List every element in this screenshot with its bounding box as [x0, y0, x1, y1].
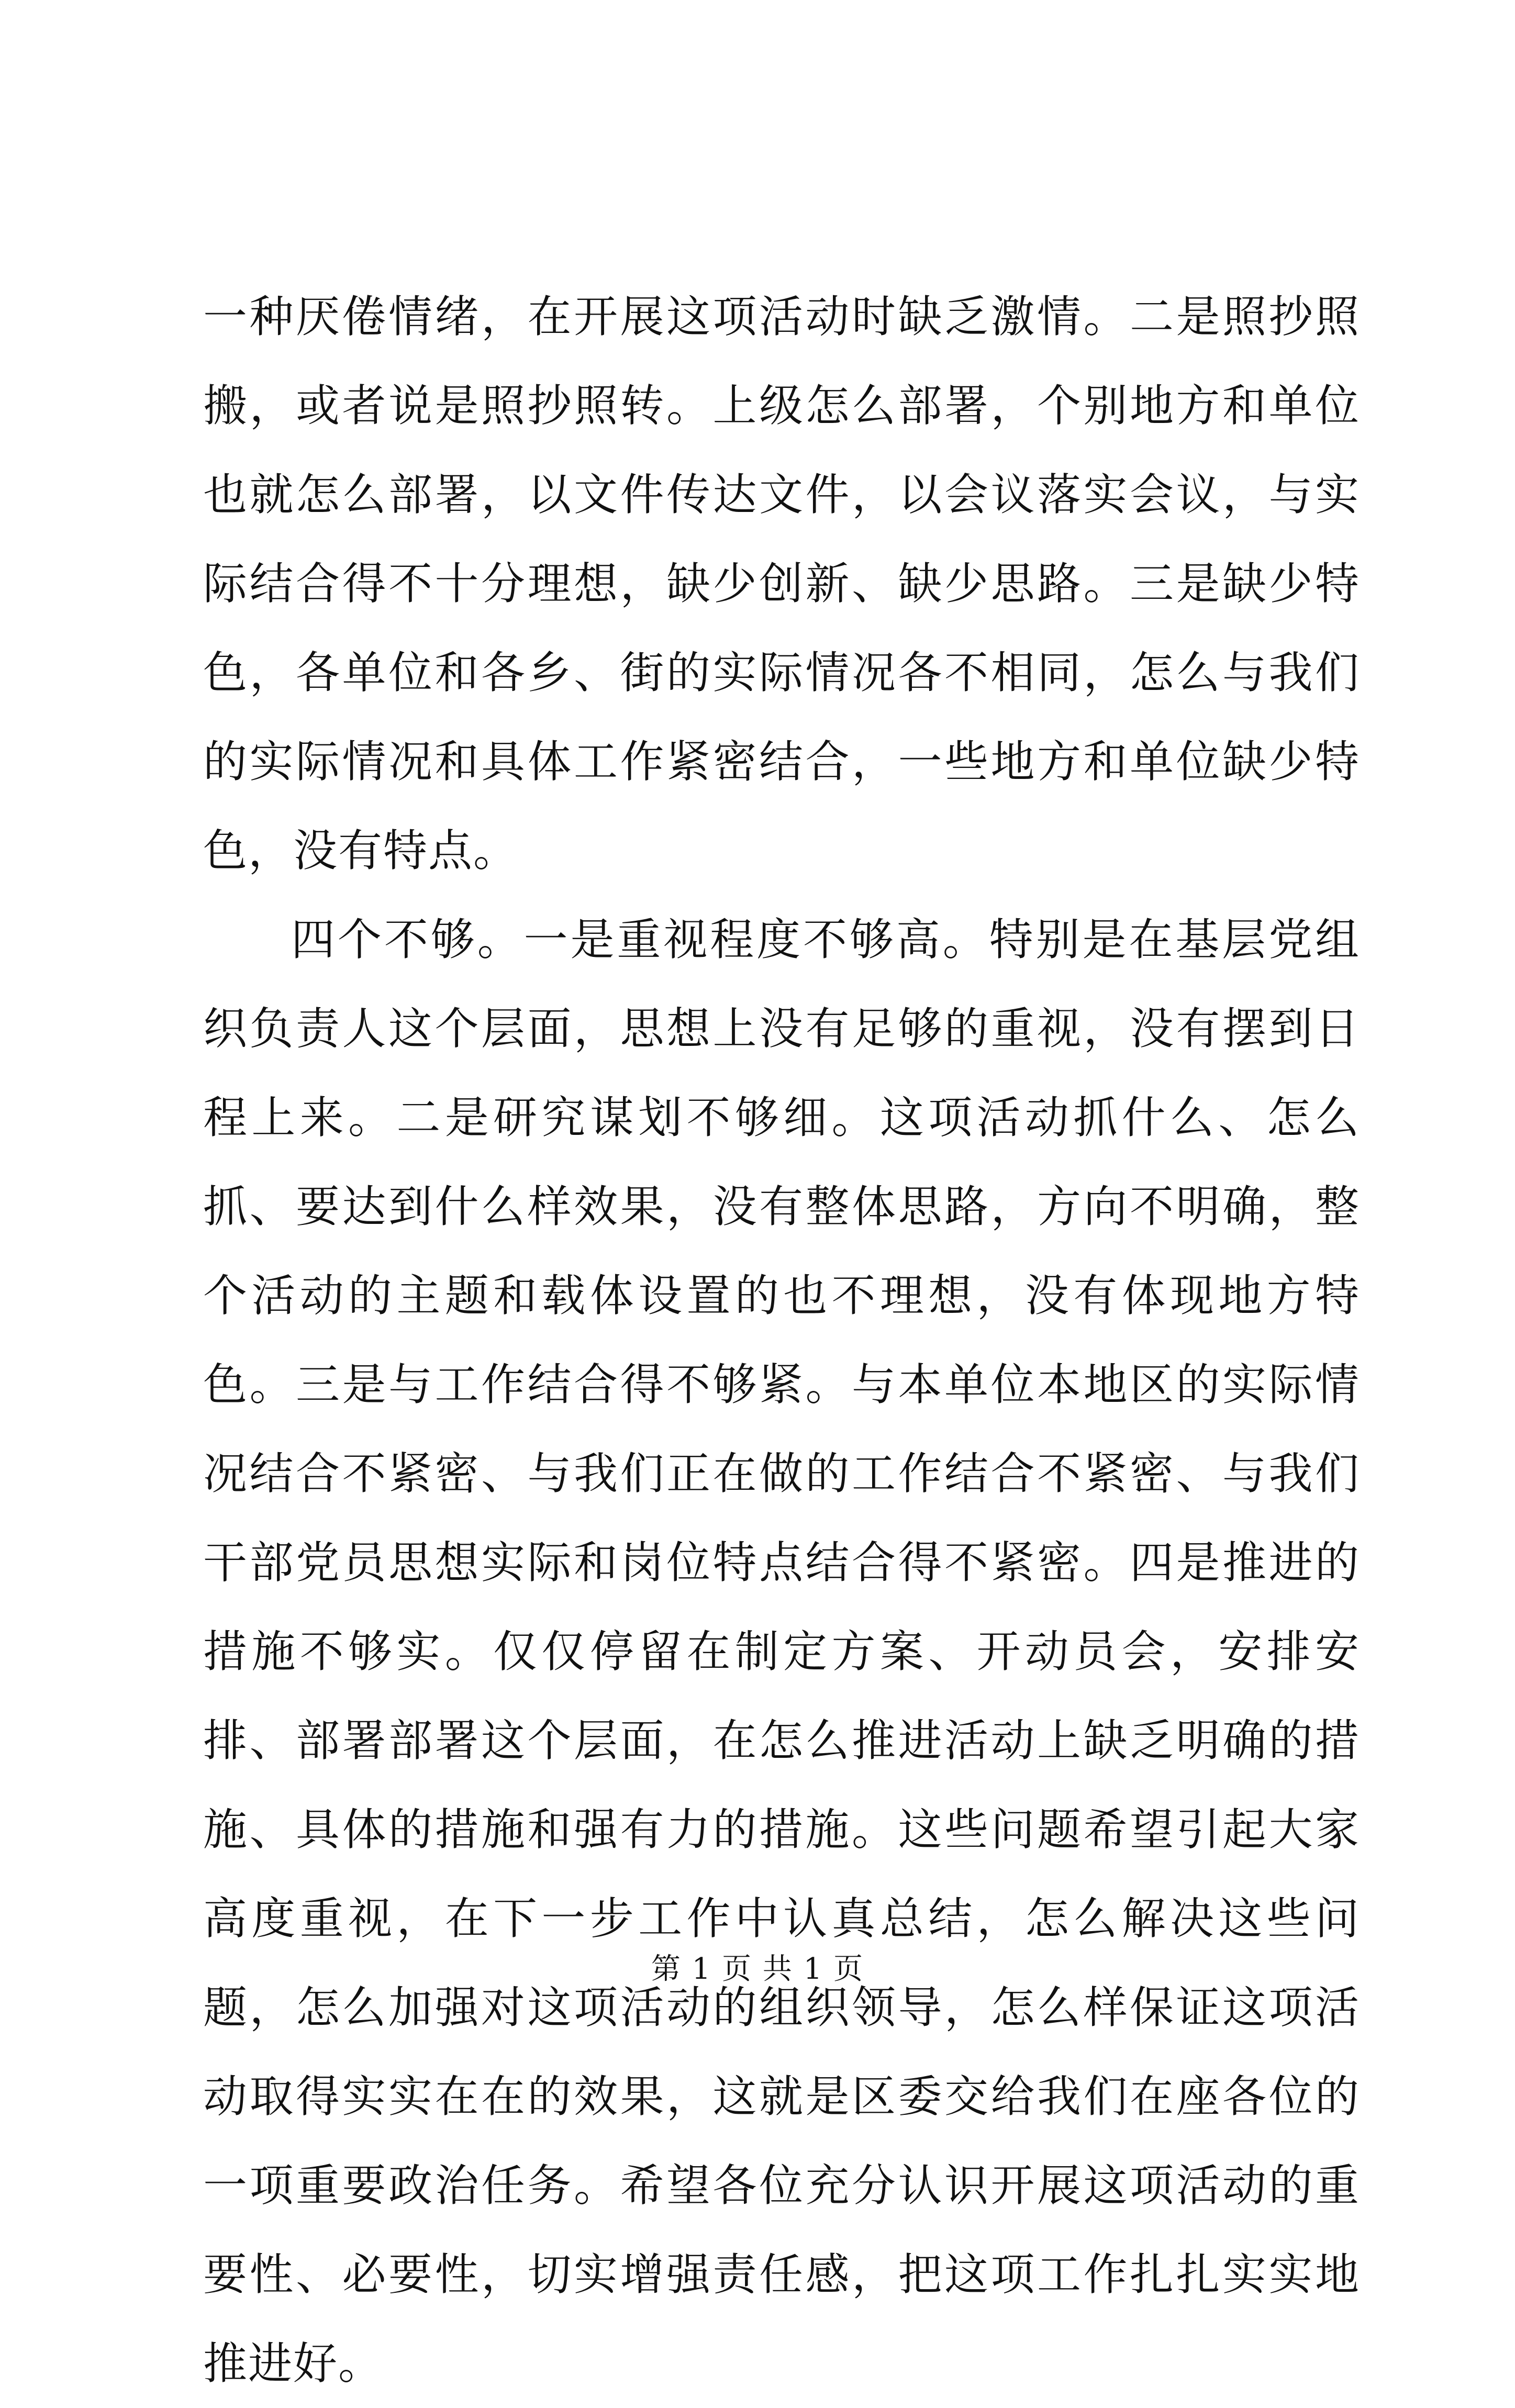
document-body	[203, 272, 1360, 2408]
page-footer: 第 1 页 共 1 页	[651, 1952, 864, 1986]
body-paragraph-continued: 一种厌倦情绪，在开展这项活动时缺乏激情。二是照抄照搬，或者说是照抄照转。上级怎么部署，个别地方和单位也就怎么部署，以文件传达文件，以会议落实会议，与实际结合得不十分理想，缺少创新、缺少思路。三是缺少特色，各单位和各乡、街的实际情况各不相同，怎么与我们的实际情况和具体工作紧密结合，一些地方和单位缺少特色，没有特点。	[203, 291, 1360, 876]
body-paragraph: 四个不够。一是重视程度不够高。特别是在基层党组织负责人这个层面，思想上没有足够的重视，没有摆到日程上来。二是研究谋划不够细。这项活动抓什么、怎么抓、要达到什么样效果，没有整体思路，方向不明确，整个活动的主题和载体设置的也不理想，没有体现地方特色。三是与工作结合得不够紧。与本单位本地区的实际情况结合不紧密、与我们正在做的工作结合不紧密、与我们干部党员思想实际和岗位特点结合得不紧密。四是推进的措施不够实。仅仅停留在制定方案、开动员会，安排安排、部署部署这个层面，在怎么推进活动上缺乏明确的措施、具体的措施和强有力的措施。这些问题希望引起大家高度重视，在下一步工作中认真总结，怎么解决这些问题，怎么加强对这项活动的组织领导，怎么样保证这项活动取得实实在在的效果，这就是区委交给我们在座各位的一项重要政治任务。希望各位充分认识开展这项活动的重要性、必要性，切实增强责任感，把这项工作扎扎实实地推进好。	[203, 914, 1360, 2389]
